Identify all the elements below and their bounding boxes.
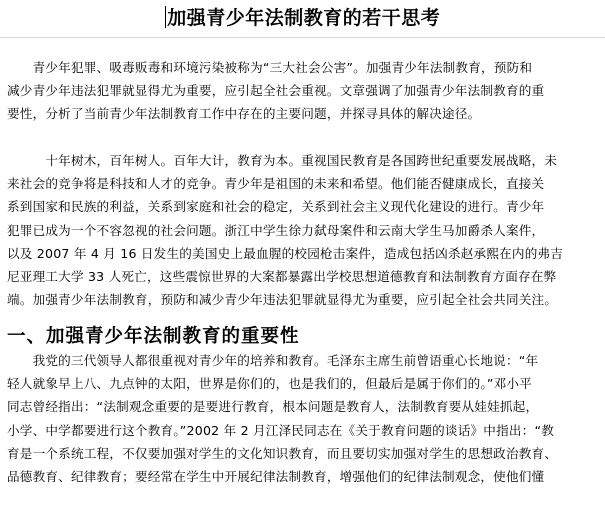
paragraph-line: 育是一个系统工程，不仅要加强对学生的文化知识教育，而且要切实加强对学生的思想政治教育、 bbox=[7, 445, 558, 461]
paragraph-line: 犯罪已成为一个不容忽视的社会问题。浙江中学生徐力弑母案件和云南大学生马加爵杀人案件， bbox=[7, 222, 545, 238]
section-heading[interactable]: 一、加强青少年法制教育的重要性 bbox=[7, 326, 300, 347]
document-title[interactable]: 加强青少年法制教育的若干思考 bbox=[167, 7, 441, 29]
title-container bbox=[0, 5, 605, 31]
paragraph-line: 端。加强青少年法制教育，预防和减少青少年违法犯罪就显得尤为重要，应引起全社会共同关注。 bbox=[7, 292, 558, 308]
paragraph-line: 减少青少年违法犯罪就显得尤为重要，应引起全社会重视。文章强调了加强青少年法制教育的重 bbox=[7, 83, 545, 99]
title-divider bbox=[0, 37, 605, 38]
intro-paragraph[interactable] bbox=[7, 149, 599, 311]
paragraph-line: 十年树木，百年树人。百年大计，教育为本。重视国民教育是各国跨世纪重要发展战略，未 bbox=[7, 153, 558, 168]
paragraph-line: 青少年犯罪、吸毒贩毒和环境污染被称为“三大社会公害”。加强青少年法制教育，预防和 bbox=[7, 60, 533, 75]
abstract-paragraph[interactable] bbox=[7, 56, 599, 126]
paragraph-line: 小学、中学都要进行这个教育。”2002 年 2 月江泽民同志在《关于教育问题的谈话》中指出：“教 bbox=[7, 422, 554, 438]
paragraph-line: 品德教育、纪律教育；要经常在学生中开展纪律法制教育，增强他们的纪律法制观念，使他们懂 bbox=[7, 469, 545, 485]
paragraph-line: 轻人就象早上八、九点钟的太阳，世界是你们的，也是我们的，但最后是属于你们的。”邓小平 bbox=[7, 376, 532, 392]
paragraph-line: 要性，分析了当前青少年法制教育工作中存在的主要问题，并探寻具体的解决途径。 bbox=[7, 106, 481, 122]
paragraph-line: 尼亚理工大学 33 人死亡，这些震惊世界的大案都暴露出学校思想道德教育和法制教育方面存在弊 bbox=[7, 269, 557, 285]
paragraph-line: 同志曾经指出：“法制观念重要的是要进行教育，根本问题是教育人，法制教育要从娃娃抓起， bbox=[7, 399, 539, 415]
paragraph-line: 来社会的竞争将是科技和人才的竞争。青少年是祖国的未来和希望。他们能否健康成长，直接关 bbox=[7, 176, 545, 192]
section-body-paragraph[interactable] bbox=[7, 349, 599, 488]
paragraph-line: 以及 2007 年 4 月 16 日发生的美国史上最血腥的校园枪击案件，造成包括凶杀赵承熙在内的弗吉 bbox=[7, 245, 564, 261]
text-cursor bbox=[165, 6, 167, 28]
paragraph-line: 系到国家和民族的利益，关系到家庭和社会的稳定，关系到社会主义现代化建设的进行。青少年 bbox=[7, 199, 545, 215]
paragraph-line: 我党的三代领导人都很重视对青少年的培养和教育。毛泽东主席生前曾语重心长地说：“年 bbox=[7, 353, 539, 368]
